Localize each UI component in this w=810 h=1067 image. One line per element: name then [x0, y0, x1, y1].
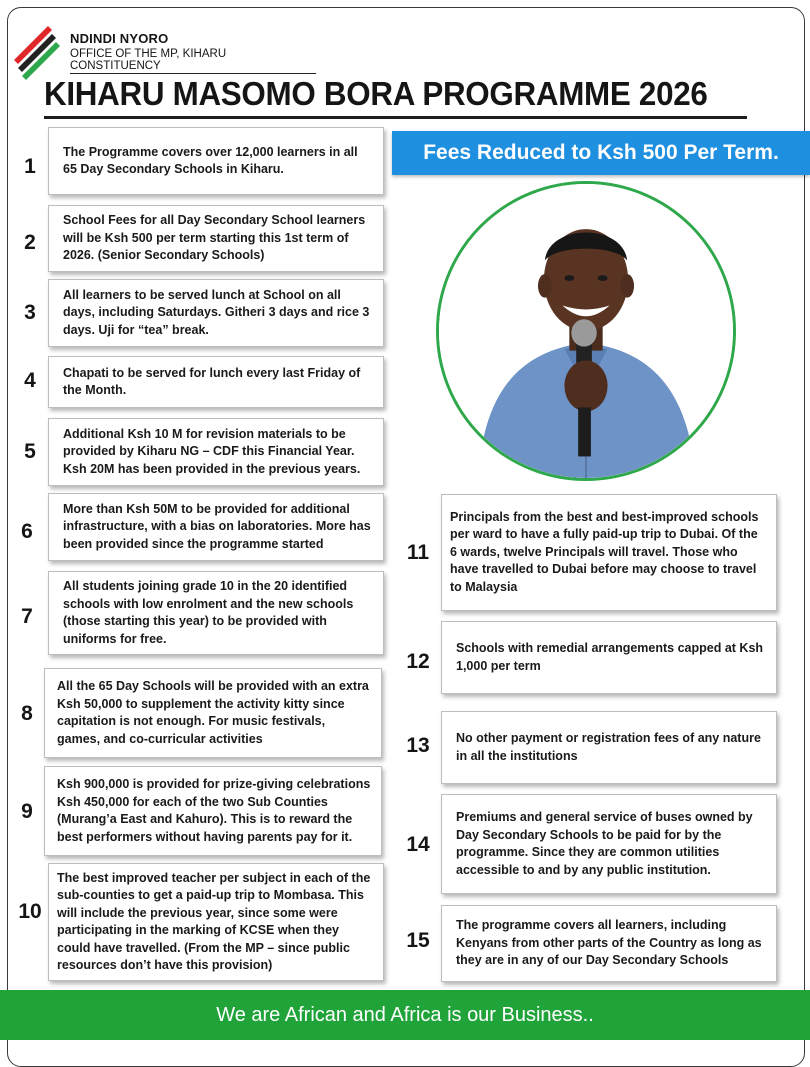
item-11-text: Principals from the best and best-improved schools per ward to have a fully paid-up trip to Dubai. Of the 6 wards, twelve Principals will travel. Those who have travelled to Dubai before may choose to travel to Malaysia [450, 509, 759, 594]
item-number-15: 15 [406, 929, 430, 952]
page-title: KIHARU MASOMO BORA PROGRAMME 2026 [44, 72, 747, 119]
item-1-box [48, 127, 384, 195]
item-8-box [44, 668, 382, 758]
item-number-4: 4 [24, 369, 36, 392]
item-8-text: All the 65 Day Schools will be provided with an extra Ksh 50,000 to supplement the activity kitty since capitation is not enough. For music festivals, games, and co-curricular activities [57, 679, 369, 746]
item-12-text: Schools with remedial arrangements capped at Ksh 1,000 per term [456, 641, 764, 673]
item-number-2: 2 [24, 231, 36, 254]
fees-banner: Fees Reduced to Ksh 500 Per Term. [392, 131, 810, 175]
footer-slogan: We are African and Africa is our Business.. [0, 990, 810, 1040]
item-number-11: 11 [406, 541, 430, 564]
item-4-box [48, 356, 384, 408]
portrait-photo [436, 181, 736, 481]
item-9-text: Ksh 900,000 is provided for prize-giving celebrations Ksh 450,000 for each of the two Sub Counties (Murang’a East and Kahuro). This is to reward the best performers without having parents pay for it. [57, 777, 371, 844]
item-14-text: Premiums and general service of buses owned by Day Secondary Schools to be paid for by the programme. Since they are common utilities accessible to and by any public institution. [456, 810, 753, 877]
item-number-12: 12 [406, 650, 430, 673]
item-2-box [48, 205, 384, 272]
item-13-text: No other payment or registration fees of any nature in all the institutions [456, 731, 761, 763]
item-5-box [48, 418, 384, 486]
item-13-box [441, 711, 777, 784]
item-number-13: 13 [406, 734, 430, 757]
item-number-3: 3 [24, 301, 36, 324]
item-number-1: 1 [24, 155, 36, 178]
item-1-text: The Programme covers over 12,000 learners in all 65 Day Secondary Schools in Kiharu. [63, 144, 358, 176]
item-7-box [48, 571, 384, 655]
item-number-14: 14 [406, 833, 430, 856]
item-2-text: School Fees for all Day Secondary School learners will be Ksh 500 per term starting this 1st term of 2026. (Senior Secondary Schools) [63, 213, 366, 263]
item-3-box [48, 279, 384, 347]
item-number-9: 9 [21, 800, 33, 823]
item-6-box [48, 493, 384, 561]
item-number-6: 6 [21, 520, 33, 543]
item-number-8: 8 [21, 702, 33, 725]
item-10-box [48, 863, 384, 981]
item-6-text: More than Ksh 50M to be provided for additional infrastructure, with a bias on laboratories. More has been provided since the programme started [63, 501, 371, 551]
item-9-box [44, 766, 382, 856]
item-number-5: 5 [24, 440, 36, 463]
org-name: NDINDI NYORO [70, 31, 169, 46]
org-office: OFFICE OF THE MP, KIHARU CONSTITUENCY [70, 48, 316, 74]
item-14-box [441, 794, 777, 894]
item-4-text: Chapati to be served for lunch every last Friday of the Month. [63, 365, 361, 397]
item-10-text: The best improved teacher per subject in each of the sub-counties to get a paid-up trip to Mombasa. This will include the previous year, since some were participating in the marking of KCSE when they could have travelled. (From the MP – since public resources don’t have this provision) [57, 870, 371, 972]
item-15-text: The programme covers all learners, including Kenyans from other parts of the Country as long as they are in any of our Day Secondary Schools [456, 918, 762, 968]
item-5-text: Additional Ksh 10 M for revision materials to be provided by Kiharu NG – CDF this Financial Year. Ksh 20M has been provided in the previous years. [63, 426, 361, 476]
item-15-box [441, 905, 777, 982]
speaker-portrait-image [439, 184, 733, 478]
item-3-text: All learners to be served lunch at School on all days, including Saturdays. Githeri 3 days and rice 3 days. Uji for “tea” break. [63, 287, 370, 337]
item-11-box [441, 494, 777, 611]
item-number-10: 10 [18, 900, 42, 923]
item-12-box [441, 621, 777, 694]
item-number-7: 7 [21, 605, 33, 628]
item-7-text: All students joining grade 10 in the 20 identified schools with low enrolment and the new schools (those starting this year) to be provided with uniforms for free. [63, 579, 354, 646]
